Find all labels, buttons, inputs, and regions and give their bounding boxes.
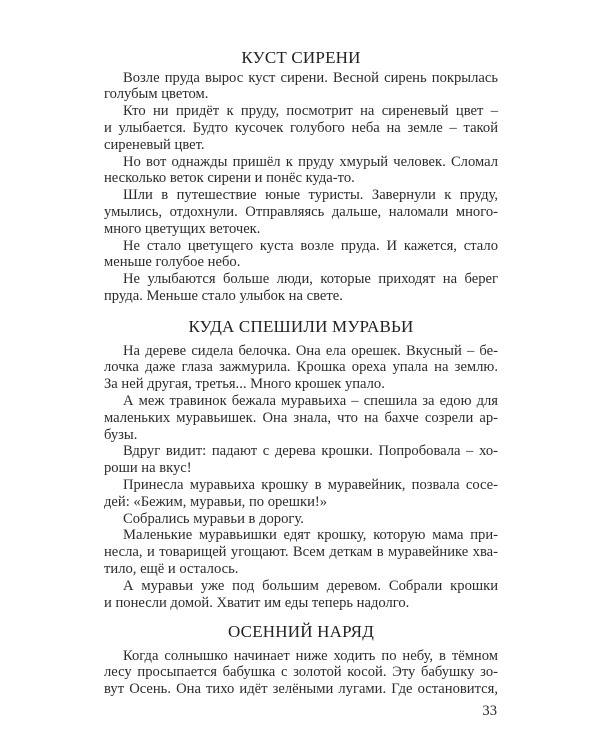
text-line: меньше голубое небо. <box>104 254 241 271</box>
paragraph <box>104 511 498 528</box>
text-line: На дереве сидела белочка. Она ела орешек. Вкусный – бе- <box>123 342 498 359</box>
paragraph <box>104 238 498 272</box>
paragraph <box>104 527 498 577</box>
paragraph <box>104 70 498 104</box>
story-title: КУДА СПЕШИЛИ МУРАВЬИ <box>188 317 414 336</box>
paragraph <box>104 648 498 698</box>
text-line: и улыбается. Будто кусочек голубого неба на земле – такой <box>104 119 498 136</box>
story-title: ОСЕННИЙ НАРЯД <box>227 622 375 641</box>
text-line: Маленькие муравьишки едят крошку, которую мама при- <box>123 527 498 544</box>
text-line: несла, и товарищей угощают. Всем деткам в муравейнике хва- <box>104 544 498 561</box>
text-line: маленьких муравьишек. Она знала, что на бахче созрели ар- <box>104 409 498 426</box>
story-kuda-speshili-muravi <box>104 317 498 611</box>
paragraph <box>104 477 498 511</box>
text-line: лочка даже глаза зажмурила. Крошка ореха упала на землю. <box>104 359 498 376</box>
text-line: голубым цветом. <box>104 86 209 103</box>
text-line: Но вот однажды пришёл к пруду хмурый человек. Сломал <box>123 153 498 170</box>
text-line: А меж травинок бежала муравьиха – спешила за едою для <box>123 392 498 409</box>
text-line: пруда. Меньше стало улыбок на свете. <box>104 287 343 304</box>
text-line: и понесли домой. Хватит им еды теперь надолго. <box>104 594 410 611</box>
text-line: тило, ещё и осталось. <box>104 560 239 577</box>
text-line: вут Осень. Она тихо идёт зелёными лугами. Где остановится, <box>104 681 498 698</box>
page-number: 33 <box>482 703 497 719</box>
story-kust-sireni <box>104 48 498 305</box>
text-line: Возле пруда вырос куст сирени. Весной сирень покрылась <box>123 69 498 86</box>
text-line: За ней другая, третья... Много крошек упало. <box>104 376 385 393</box>
paragraph <box>104 578 498 612</box>
text-line: роши на вкус! <box>104 460 192 477</box>
text-line: дей: «Бежим, муравьи, по орешки!» <box>104 493 328 510</box>
story-body <box>104 648 498 698</box>
paragraph <box>104 393 498 443</box>
text-line: Вдруг видит: падают с дерева крошки. Попробовала – хо- <box>123 443 498 460</box>
paragraph <box>104 343 498 393</box>
text-line: лесу просыпается бабушка с золотой косой. Эту бабушку зо- <box>104 664 498 681</box>
paragraph <box>104 271 498 305</box>
text-line: Не стало цветущего куста возле пруда. И кажется, стало <box>123 237 498 254</box>
text-line: Шли в путешествие юные туристы. Завернули к пруду, <box>123 187 498 204</box>
text-line: А муравьи уже под большим деревом. Собрали крошки <box>123 577 498 594</box>
paragraph <box>104 154 498 188</box>
paragraph <box>104 443 498 477</box>
text-line: умылись, отдохнули. Отправляясь дальше, наломали много- <box>104 203 498 220</box>
paragraph <box>104 103 498 153</box>
text-line: Не улыбаются больше люди, которые приходят на берег <box>123 271 498 288</box>
text-line: Принесла муравьиха крошку в муравейник, позвала сосе- <box>123 476 498 493</box>
text-line: сиреневый цвет. <box>104 136 205 153</box>
paragraph <box>104 187 498 237</box>
text-line: Собрались муравьи в дорогу. <box>123 510 304 527</box>
story-body <box>104 343 498 612</box>
story-body <box>104 70 498 305</box>
text-line: много цветущих веточек. <box>104 220 261 237</box>
text-line: Кто ни придёт к пруду, посмотрит на сиреневый цвет – <box>123 103 498 120</box>
text-line: несколько веток сирени и понёс куда-то. <box>104 170 355 187</box>
story-title: КУСТ СИРЕНИ <box>241 48 361 67</box>
text-line: бузы. <box>104 426 138 443</box>
story-osenniy-naryad <box>104 622 498 698</box>
text-line: Когда солнышко начинает ниже ходить по небу, в тёмном <box>123 647 498 664</box>
